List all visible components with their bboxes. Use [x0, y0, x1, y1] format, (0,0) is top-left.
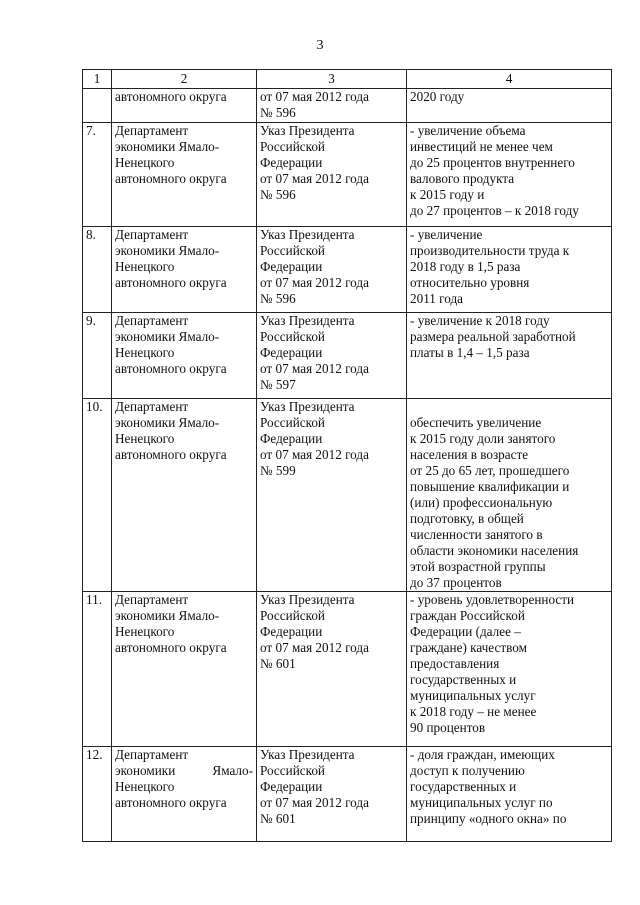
organization-line: экономики Ямало- [115, 243, 220, 258]
legal-act-line: Российской [260, 243, 325, 258]
row-number-cell: 7. [83, 123, 112, 227]
header-cell-4: 4 [407, 70, 612, 89]
legal-act-line: от 07 мая 2012 года [260, 795, 369, 810]
legal-act-line: Указ Президента [260, 747, 355, 762]
target-indicator-line: производительности труда к [410, 243, 570, 258]
legal-act-line: Российской [260, 608, 325, 623]
target-indicator-line: повышение квалификации и [410, 479, 570, 494]
target-indicator-line: доступ к получению [410, 763, 525, 778]
organization-line: Департамент [115, 313, 189, 328]
target-indicator-line: 2018 году в 1,5 раза [410, 259, 521, 274]
target-indicator-line: инвестиций не менее чем [410, 139, 553, 154]
organization-line: автономного округа [115, 275, 227, 290]
organization-line: Департамент [115, 399, 189, 414]
table-row [83, 227, 612, 313]
organization-line: автономного округа [115, 361, 227, 376]
table-row [83, 313, 612, 399]
target-indicator-line: предоставления [410, 656, 500, 671]
target-indicator-cell [407, 313, 612, 399]
target-indicator-line: 2011 года [410, 291, 464, 306]
organization-cell [112, 123, 257, 227]
legal-act-line: Федерации [260, 431, 323, 446]
organization-line: Ненецкого [115, 624, 175, 639]
header-cell-1: 1 [83, 70, 112, 89]
legal-act-line: № 601 [260, 811, 296, 826]
target-indicator-line: до 27 процентов – к 2018 году [410, 203, 579, 218]
target-indicator-line: граждане) качеством [410, 640, 527, 655]
header-cell-3: 3 [257, 70, 407, 89]
target-indicator-line: подготовку, в общей [410, 511, 524, 526]
row-number-cell: 12. [83, 747, 112, 842]
target-indicator-line: Федерации (далее – [410, 624, 521, 639]
target-indicator-cell [407, 89, 612, 123]
legal-act-line: от 07 мая 2012 года [260, 171, 369, 186]
target-indicator-line: (или) профессиональную [410, 495, 553, 510]
legal-act-line: Указ Президента [260, 592, 355, 607]
legal-act-line: Федерации [260, 155, 323, 170]
legal-act-cell [257, 399, 407, 592]
organization-line: экономики Ямало- [115, 763, 253, 778]
target-indicator-line: граждан Российской [410, 608, 525, 623]
organization-cell [112, 399, 257, 592]
row-number-cell: 10. [83, 399, 112, 592]
header-cell-2: 2 [112, 70, 257, 89]
table-row [83, 592, 612, 747]
target-indicator-cell [407, 227, 612, 313]
organization-line: Ненецкого [115, 259, 175, 274]
target-indicator-line: размера реальной заработной [410, 329, 576, 344]
legal-act-cell [257, 313, 407, 399]
organization-line: Ненецкого [115, 345, 175, 360]
target-indicator-cell [407, 399, 612, 592]
organization-line: Департамент [115, 123, 189, 138]
organization-line: Ненецкого [115, 155, 175, 170]
legal-act-line: Российской [260, 329, 325, 344]
organization-line: автономного округа [115, 89, 227, 104]
legal-act-line: № 599 [260, 463, 296, 478]
table-row [83, 89, 612, 123]
organization-cell [112, 89, 257, 123]
legal-act-line: Указ Президента [260, 399, 355, 414]
target-indicator-line: 90 процентов [410, 720, 486, 735]
directive-table [82, 69, 612, 842]
organization-line: Ненецкого [115, 431, 175, 446]
target-indicator-line: государственных и [410, 672, 517, 687]
target-indicator-line: муниципальных услуг по [410, 795, 553, 810]
legal-act-cell [257, 123, 407, 227]
legal-act-line: Федерации [260, 345, 323, 360]
target-indicator-line: до 37 процентов [410, 575, 502, 590]
target-indicator-line: этой возрастной группы [410, 559, 546, 574]
organization-cell [112, 747, 257, 842]
organization-line: Департамент [115, 227, 189, 242]
organization-cell [112, 313, 257, 399]
row-number-cell: 9. [83, 313, 112, 399]
target-indicator-line: численности занятого в [410, 527, 543, 542]
legal-act-line: Федерации [260, 779, 323, 794]
target-indicator-line: к 2015 году и [410, 187, 485, 202]
target-indicator-line: обеспечить увеличение [410, 415, 542, 430]
target-indicator-line: 2020 году [410, 89, 465, 104]
legal-act-line: Указ Президента [260, 227, 355, 242]
target-indicator-line: - уровень удовлетворенности [410, 592, 575, 607]
organization-cell [112, 592, 257, 747]
organization-line: автономного округа [115, 640, 227, 655]
legal-act-cell [257, 592, 407, 747]
organization-line: экономики Ямало- [115, 329, 220, 344]
target-indicator-line: валового продукта [410, 171, 515, 186]
legal-act-line: от 07 мая 2012 года [260, 640, 369, 655]
table-row [83, 123, 612, 227]
legal-act-line: № 596 [260, 187, 296, 202]
legal-act-line: от 07 мая 2012 года [260, 447, 369, 462]
row-number-cell [83, 89, 112, 123]
table-row [83, 747, 612, 842]
legal-act-line: Указ Президента [260, 313, 355, 328]
target-indicator-line: муниципальных услуг [410, 688, 536, 703]
target-indicator-cell [407, 747, 612, 842]
legal-act-cell [257, 747, 407, 842]
target-indicator-line: населения в возрасте [410, 447, 529, 462]
target-indicator-line: государственных и [410, 779, 517, 794]
target-indicator-line: - увеличение к 2018 году [410, 313, 550, 328]
organization-line: Ненецкого [115, 779, 175, 794]
legal-act-line: № 596 [260, 105, 296, 120]
organization-line: автономного округа [115, 795, 227, 810]
legal-act-line: № 596 [260, 291, 296, 306]
target-indicator-line: - доля граждан, имеющих [410, 747, 555, 762]
organization-line: экономики Ямало- [115, 608, 220, 623]
legal-act-line: Российской [260, 763, 325, 778]
legal-act-line: № 597 [260, 377, 296, 392]
target-indicator-line: от 25 до 65 лет, прошедшего [410, 463, 570, 478]
legal-act-line: от 07 мая 2012 года [260, 361, 369, 376]
table-header-row [83, 70, 612, 89]
legal-act-line: от 07 мая 2012 года [260, 89, 369, 104]
organization-line: экономики Ямало- [115, 415, 220, 430]
target-indicator-line [410, 399, 608, 415]
organization-cell [112, 227, 257, 313]
legal-act-line: № 601 [260, 656, 296, 671]
target-indicator-line: платы в 1,4 – 1,5 раза [410, 345, 530, 360]
organization-line: Департамент [115, 592, 189, 607]
legal-act-line: Российской [260, 415, 325, 430]
target-indicator-line: к 2018 году – не менее [410, 704, 537, 719]
legal-act-line: Российской [260, 139, 325, 154]
row-number-cell: 8. [83, 227, 112, 313]
organization-line: автономного округа [115, 447, 227, 462]
target-indicator-line: до 25 процентов внутреннего [410, 155, 575, 170]
target-indicator-line: области экономики населения [410, 543, 579, 558]
legal-act-cell [257, 227, 407, 313]
legal-act-cell [257, 89, 407, 123]
legal-act-line: Федерации [260, 624, 323, 639]
target-indicator-line: - увеличение объема [410, 123, 526, 138]
organization-line: Департамент [115, 747, 189, 762]
row-number-cell: 11. [83, 592, 112, 747]
target-indicator-line: к 2015 году доли занятого [410, 431, 556, 446]
target-indicator-cell [407, 123, 612, 227]
organization-line: автономного округа [115, 171, 227, 186]
target-indicator-cell [407, 592, 612, 747]
legal-act-line: Федерации [260, 259, 323, 274]
target-indicator-line: - увеличение [410, 227, 483, 242]
legal-act-line: Указ Президента [260, 123, 355, 138]
organization-line: экономики Ямало- [115, 139, 220, 154]
target-indicator-line: принципу «одного окна» по [410, 811, 567, 826]
page-number: 3 [316, 38, 324, 53]
target-indicator-line: относительно уровня [410, 275, 530, 290]
legal-act-line: от 07 мая 2012 года [260, 275, 369, 290]
table-row [83, 399, 612, 592]
